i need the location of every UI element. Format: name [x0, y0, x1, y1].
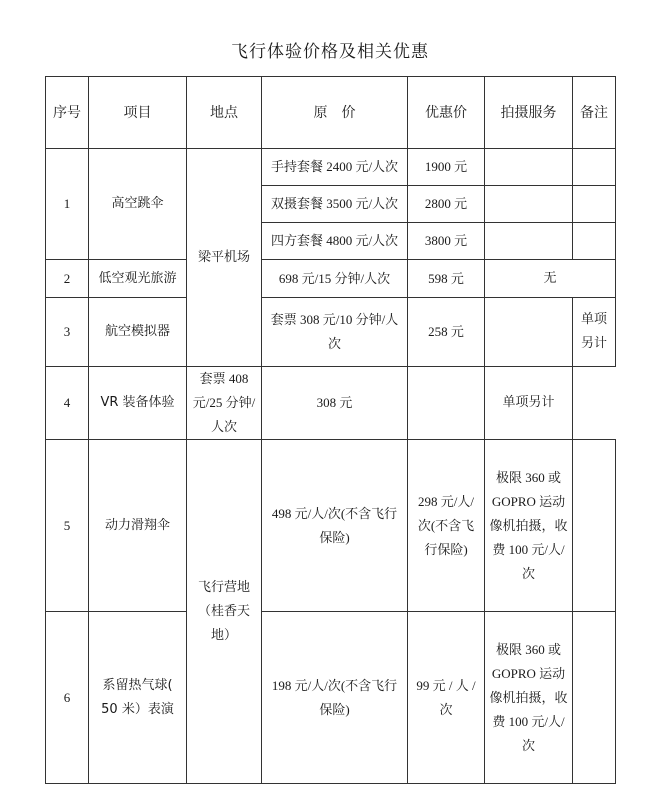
cell-no: 2 — [46, 260, 89, 298]
cell-photo-service — [485, 186, 573, 223]
cell-discount-price: 3800 元 — [408, 223, 485, 260]
cell-original-price: 198 元/人/次(不含飞行保险) — [262, 612, 408, 784]
cell-original-price: 手持套餐 2400 元/人次 — [262, 149, 408, 186]
cell-discount-price: 298 元/人/次(不含飞行保险) — [408, 440, 485, 612]
header-remark: 备注 — [573, 77, 616, 149]
header-discount-price: 优惠价 — [408, 77, 485, 149]
cell-original-price: 套票 408 元/25 分钟/人次 — [187, 367, 262, 440]
cell-remark — [573, 612, 616, 784]
cell-item: 系留热气球( 50 米）表演 — [89, 612, 187, 784]
table-row — [46, 260, 616, 298]
cell-photo-service: 极限 360 或 GOPRO 运动像机拍摄，收费 100 元/人/次 — [485, 440, 573, 612]
cell-location-a: 梁平机场 — [187, 149, 262, 367]
header-row — [46, 77, 616, 149]
cell-discount-price: 1900 元 — [408, 149, 485, 186]
header-photo-service: 拍摄服务 — [485, 77, 573, 149]
header-item: 项目 — [89, 77, 187, 149]
cell-photo-service: 极限 360 或 GOPRO 运动像机拍摄，收费 100 元/人/次 — [485, 612, 573, 784]
cell-remark — [573, 223, 616, 260]
cell-discount-price: 308 元 — [262, 367, 408, 440]
cell-item: 低空观光旅游 — [89, 260, 187, 298]
cell-original-price: 698 元/15 分钟/人次 — [262, 260, 408, 298]
cell-no: 5 — [46, 440, 89, 612]
cell-photo-service — [485, 223, 573, 260]
cell-item: 航空模拟器 — [89, 298, 187, 367]
cell-location-b: 飞行营地（桂香天地） — [187, 440, 262, 784]
cell-photo-service — [485, 298, 573, 367]
cell-original-price: 双摄套餐 3500 元/人次 — [262, 186, 408, 223]
cell-remark — [573, 440, 616, 612]
cell-no: 6 — [46, 612, 89, 784]
cell-no: 3 — [46, 298, 89, 367]
cell-original-price: 四方套餐 4800 元/人次 — [262, 223, 408, 260]
cell-discount-price: 99 元 / 人 / 次 — [408, 612, 485, 784]
table-row — [46, 149, 616, 186]
cell-discount-price: 598 元 — [408, 260, 485, 298]
table-row — [46, 440, 616, 612]
price-table — [45, 76, 616, 784]
cell-original-price: 套票 308 元/10 分钟/人次 — [262, 298, 408, 367]
cell-remark — [573, 186, 616, 223]
cell-no: 4 — [46, 367, 89, 440]
page-title: 飞行体验价格及相关优惠 — [231, 42, 429, 62]
cell-item: 高空跳伞 — [89, 149, 187, 260]
header-no: 序号 — [46, 77, 89, 149]
cell-photo-service — [485, 149, 573, 186]
cell-discount-price: 2800 元 — [408, 186, 485, 223]
cell-original-price: 498 元/人/次(不含飞行保险) — [262, 440, 408, 612]
header-location: 地点 — [187, 77, 262, 149]
cell-photo-service — [408, 367, 485, 440]
cell-discount-price: 258 元 — [408, 298, 485, 367]
cell-remark: 单项另计 — [485, 367, 573, 440]
cell-no: 1 — [46, 149, 89, 260]
cell-item: VR 装备体验 — [89, 367, 187, 440]
header-original-price: 原 价 — [262, 77, 408, 149]
cell-photo-service: 无 — [485, 260, 616, 298]
table-row — [46, 298, 616, 367]
table-row — [46, 367, 616, 440]
cell-remark: 单项另计 — [573, 298, 616, 367]
table-row — [46, 612, 616, 784]
cell-item: 动力滑翔伞 — [89, 440, 187, 612]
cell-remark — [573, 149, 616, 186]
